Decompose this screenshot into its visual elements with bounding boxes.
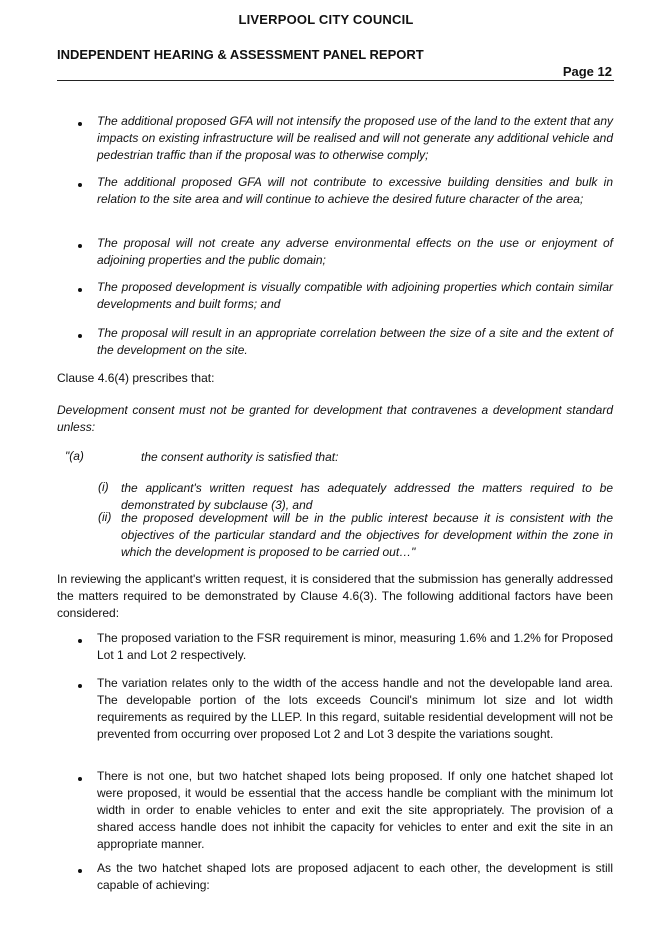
bullet-dot-icon <box>78 869 82 873</box>
bullet-dot-icon <box>78 639 82 643</box>
list-item-text: The proposal will not create any adverse environmental effects on the use or enjoyment of adjoining properties and the public domain; <box>97 236 613 267</box>
bullet-dot-icon <box>78 122 82 126</box>
clause-quote: Development consent must not be granted for development that contravenes a development standard unless: <box>57 403 613 434</box>
header-rule <box>57 80 614 81</box>
list-item-text: There is not one, but two hatchet shaped lots being proposed. If only one hatchet shaped lot were proposed, it would be essential that the access handle be compliant with the minimum lot width in order to enable vehicles to enter and exit the site appropriately. The provision of a shared access handle does not inhibit the capacity for vehicles to enter and exit the site in an appropriate manner. <box>97 769 613 851</box>
page-number: Page 12 <box>562 64 612 79</box>
review-paragraph: In reviewing the applicant's written request, it is considered that the submission has generally addressed the matters required to be demonstrated by Clause 4.6(3). The following additional factors have been considered: <box>57 572 613 620</box>
list-item-text: The variation relates only to the width of the access handle and not the developable land area. The developable portion of the lots exceeds Council's minimum lot size and lot width requirements as required by the LLEP. In this regard, suitable residential development will not be prevented from occurring over proposed Lot 2 and Lot 3 despite the variations sought. <box>97 676 613 741</box>
list-item-text: The additional proposed GFA will not contribute to excessive building densities and bulk in relation to the site area and will continue to achieve the desired future character of the area; <box>97 175 613 206</box>
list-item-text: The proposal will result in an appropriate correlation between the size of a site and the extent of the development on the site. <box>97 326 613 357</box>
list-item-text: The proposed development is visually compatible with adjoining properties which contain similar developments and built forms; and <box>97 280 613 311</box>
clause-sub-text: the proposed development will be in the public interest because it is consistent with the objectives of the particular standard and the objectives for development within the zone in which the development is proposed to be carried out…" <box>121 511 613 559</box>
clause-a-label: "(a) <box>65 449 84 463</box>
bullet-dot-icon <box>78 334 82 338</box>
bullet-dot-icon <box>78 244 82 248</box>
bullet-dot-icon <box>78 288 82 292</box>
clause-sub-text: the applicant's written request has adequately addressed the matters required to be demonstrated by subclause (3), and <box>121 481 613 512</box>
clause-a-text: the consent authority is satisfied that: <box>141 450 339 464</box>
report-title: INDEPENDENT HEARING & ASSESSMENT PANEL REPORT <box>57 47 424 62</box>
council-name: LIVERPOOL CITY COUNCIL <box>238 12 414 27</box>
clause-sub-label: (ii) <box>98 510 112 524</box>
clause-intro: Clause 4.6(4) prescribes that: <box>57 371 215 385</box>
bullet-dot-icon <box>78 183 82 187</box>
list-item-text: As the two hatchet shaped lots are proposed adjacent to each other, the development is still capable of achieving: <box>97 861 613 892</box>
bullet-dot-icon <box>78 777 82 781</box>
list-item-text: The additional proposed GFA will not intensify the proposed use of the land to the extent that any impacts on existing infrastructure will be realised and will not generate any additional vehicle and pedestrian traffic than if the proposal was to otherwise comply; <box>97 114 613 162</box>
bullet-dot-icon <box>78 684 82 688</box>
clause-sub-label: (i) <box>98 480 109 494</box>
list-item-text: The proposed variation to the FSR requirement is minor, measuring 1.6% and 1.2% for Proposed Lot 1 and Lot 2 respectively. <box>97 631 613 662</box>
